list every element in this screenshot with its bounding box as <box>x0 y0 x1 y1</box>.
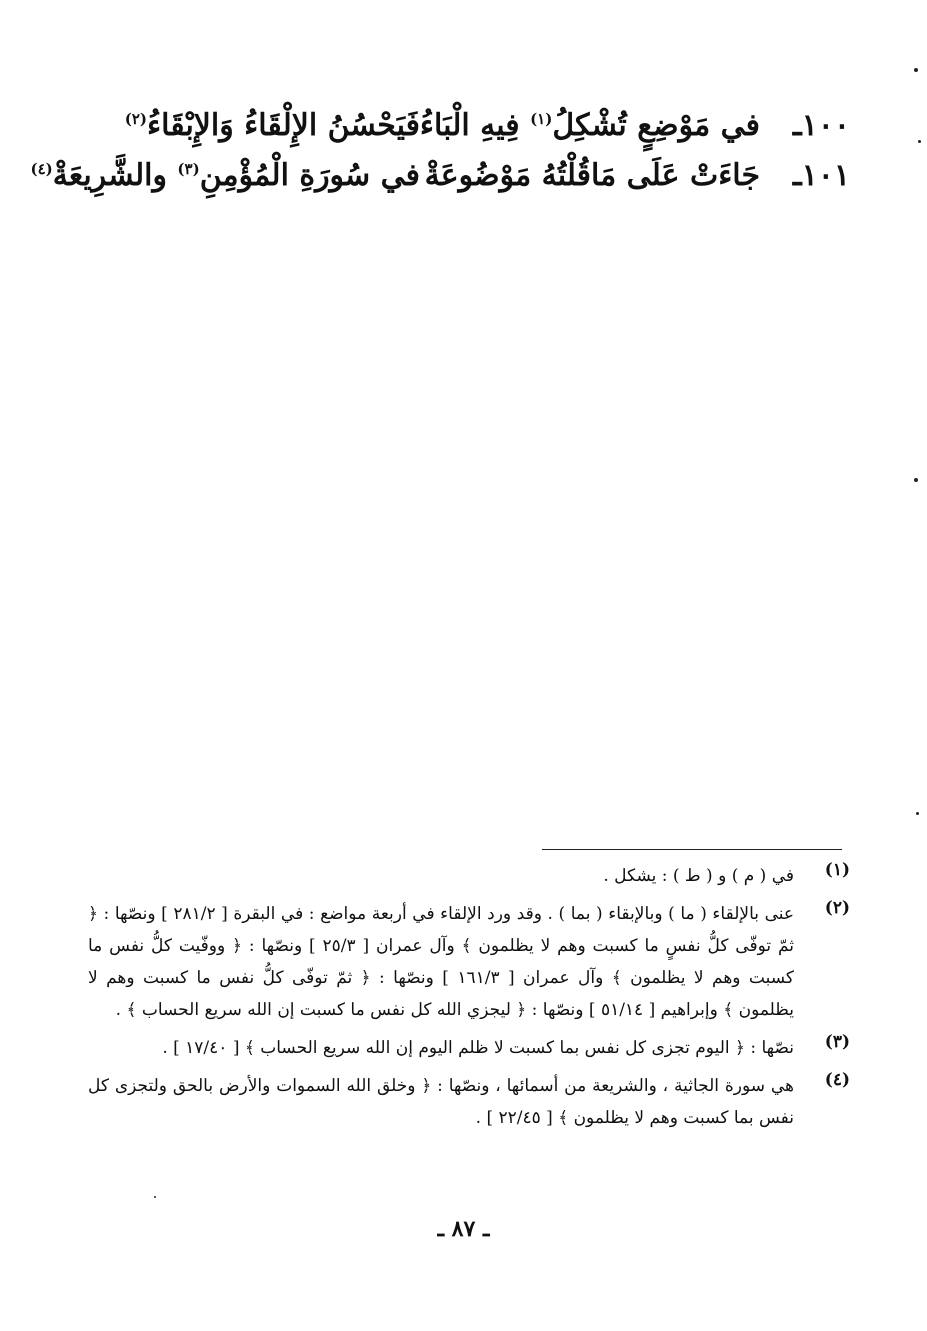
scan-speck <box>914 478 918 482</box>
footnote-ref: (٣) <box>177 160 200 178</box>
verse-first-hemistich: في مَوْضِعٍ تُشْكِلُ$^{(١)}$ فِيهِ الْبَاءُ <box>419 108 760 143</box>
verse-number: ١٠٠ـ <box>792 108 850 143</box>
footnote-separator <box>542 849 842 850</box>
footnote-number: (٤) <box>824 1070 850 1090</box>
verse-line-101 <box>30 158 850 208</box>
footnote-3 <box>88 1032 850 1064</box>
footnote-ref: (٢) <box>124 110 148 128</box>
verse-second-hemistich: في سُورَةِ الْمُؤْمِنِ$^{(٣)}$ والشَّرِيعَةْ$^{(٤)}$ <box>30 158 420 193</box>
scan-speck <box>916 812 919 815</box>
verse-first-hemistich: جَاءَتْ عَلَى مَاقُلْتُهُ مَوْضُوعَةْ <box>424 158 760 193</box>
footnote-text: نصّها : ﴿ اليوم تجزى كل نفس بما كسبت لا ظلم اليوم إن الله سريع الحساب ﴾ [ ١٧/٤٠ ] . <box>162 1038 794 1058</box>
scan-speck <box>154 1196 156 1198</box>
verse-second-hemistich: فَيَحْسُنُ الإِلْقَاءُ وَالإِبْقَاءُ$^{(٢)}$ <box>124 108 420 143</box>
verse-line-100 <box>90 108 850 158</box>
footnote-text: عنى بالإلقاء ( ما ) وبالإبقاء ( بما ) . وقد ورد الإلقاء في أربعة مواضع : في البقرة [ ٢٨١/٢ ] ونصّها : ﴿ ثمّ توفّى كلُّ نفسٍ ما كسبت وهم لا يظلمون ﴾ وآل عمران [ ٢٥/٣ ] ونصّها : ﴿ ووفّيت كلُّ نفس ما كسبت وهم لا يظلمون ﴾ وآل عمران [ ١٦١/٣ ] ونصّها : ﴿ ثمّ توفّى كلُّ نفس ما كسبت وهم لا يظلمون ﴾ وإبراهيم [ ٥١/١٤ ] ونصّها : ﴿ ليجزي الله كل نفس ما كسبت إن الله سريع الحساب ﴾ . <box>88 904 795 1020</box>
scan-speck <box>918 140 921 143</box>
footnote-1 <box>88 860 850 892</box>
footnote-4 <box>88 1070 850 1134</box>
verse-block <box>30 108 850 208</box>
footnote-number: (٢) <box>824 898 850 918</box>
verse-number: ١٠١ـ <box>792 158 850 193</box>
footnotes <box>88 860 850 1140</box>
footnote-number: (١) <box>824 860 850 880</box>
page-number: ـ ٨٧ ـ <box>437 1216 490 1242</box>
footnote-text: في ( م ) و ( ط ) : يشكل . <box>603 866 794 886</box>
footnote-text: هي سورة الجاثية ، والشريعة من أسمائها ، ونصّها : ﴿ وخلق الله السموات والأرض بالحق ولتجزى كل نفس بما كسبت وهم لا يظلمون ﴾ [ ٢٢/٤٥ ] . <box>88 1076 794 1128</box>
footnote-number: (٣) <box>824 1032 850 1052</box>
scan-speck <box>914 68 918 72</box>
footnote-2 <box>88 898 850 1026</box>
footnote-ref: (١) <box>530 110 553 128</box>
footnote-ref: (٤) <box>30 160 53 178</box>
